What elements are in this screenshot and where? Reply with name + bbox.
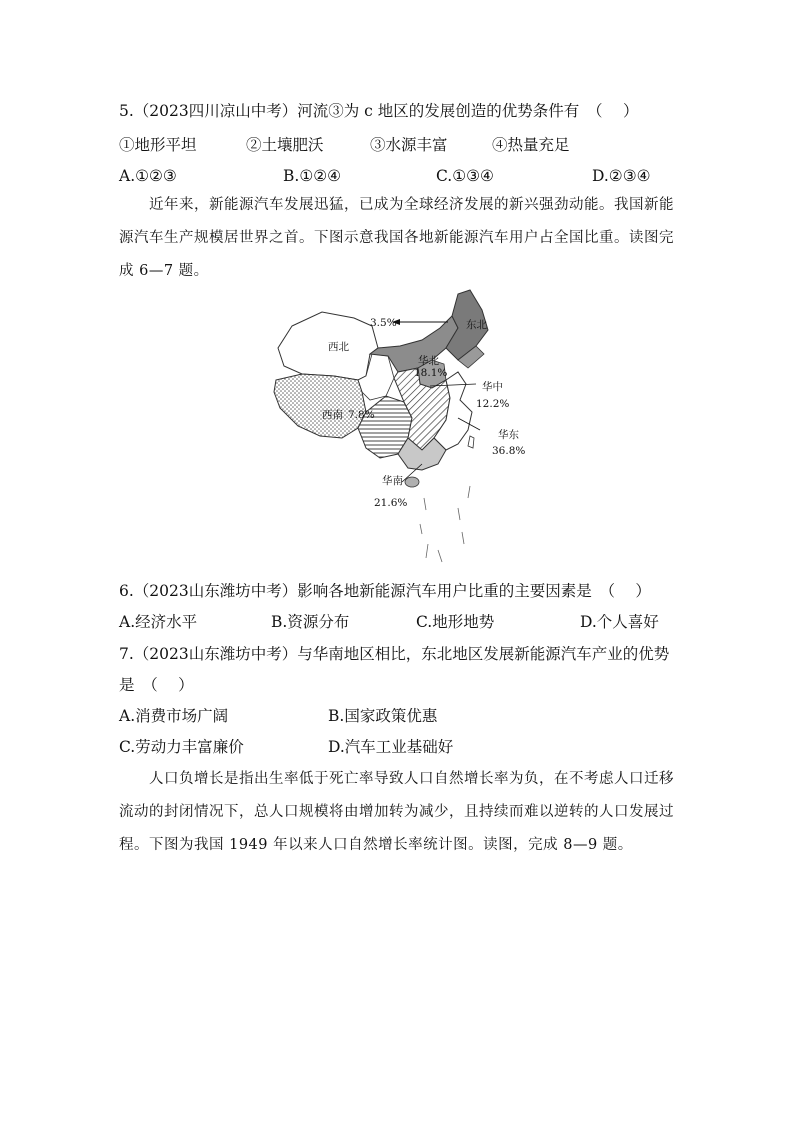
label-central: 华中 bbox=[482, 381, 503, 393]
q7-option-c[interactable]: C.劳动力丰富廉价 bbox=[119, 738, 244, 756]
intro-6-7 bbox=[119, 189, 679, 288]
label-southwest-value: 7.8% bbox=[348, 409, 375, 421]
q6-option-d[interactable]: D.个人喜好 bbox=[580, 613, 659, 631]
intro-8-9 bbox=[119, 763, 679, 862]
label-central-value: 12.2% bbox=[476, 398, 510, 410]
q5-option-b[interactable]: B.①②④ bbox=[283, 167, 342, 185]
q5-option-d[interactable]: D.②③④ bbox=[592, 167, 651, 185]
label-northwest: 西北 bbox=[328, 341, 349, 353]
intro-8-9-text: 人口负增长是指出生率低于死亡率导致人口自然增长率为负，在不考虑人口迁移流动的封闭情况下，总人口规模将由增加转为减少，且持续而难以逆转的人口发展过程。下图为我国 1949 年以来人口自然增长率统计图。读图，完成 8—9 题。 bbox=[119, 771, 674, 853]
q5-condition-1: ①地形平坦 bbox=[119, 136, 197, 154]
china-nev-map bbox=[262, 288, 542, 570]
q5-option-a[interactable]: A.①②③ bbox=[119, 167, 177, 185]
q7-option-a[interactable]: A.消费市场广阔 bbox=[119, 707, 229, 725]
q5-condition-2: ②土壤肥沃 bbox=[246, 136, 324, 154]
q7-option-d[interactable]: D.汽车工业基础好 bbox=[328, 738, 454, 756]
q6-option-c[interactable]: C.地形地势 bbox=[416, 613, 495, 631]
label-east-value: 36.8% bbox=[492, 445, 526, 457]
q6-option-b[interactable]: B.资源分布 bbox=[271, 613, 350, 631]
intro-6-7-text: 近年来，新能源汽车发展迅猛，已成为全球经济发展的新兴强劲动能。我国新能源汽车生产规模居世界之首。下图示意我国各地新能源汽车用户占全国比重。读图完成 6—7 题。 bbox=[119, 197, 674, 279]
label-northeast-value: 3.5% bbox=[370, 317, 397, 329]
q6-option-a[interactable]: A.经济水平 bbox=[119, 613, 198, 631]
q5-stem: 5.（2023四川凉山中考）河流③为 c 地区的发展创造的优势条件有 （ ） bbox=[119, 102, 639, 120]
label-northeast: 东北 bbox=[466, 319, 487, 331]
q5-condition-3: ③水源丰富 bbox=[370, 136, 448, 154]
q7-option-b[interactable]: B.国家政策优惠 bbox=[328, 707, 438, 725]
label-south-value: 21.6% bbox=[374, 497, 408, 509]
label-south: 华南 bbox=[382, 475, 403, 487]
region-southwest-west bbox=[274, 374, 366, 438]
q6-stem: 6.（2023山东潍坊中考）影响各地新能源汽车用户比重的主要因素是 （ ） bbox=[119, 582, 651, 600]
q5-option-c[interactable]: C.①③④ bbox=[436, 167, 494, 185]
label-east: 华东 bbox=[498, 429, 519, 441]
q5-condition-4: ④热量充足 bbox=[492, 136, 570, 154]
label-north: 华北 bbox=[418, 355, 439, 367]
q7-stem-line1: 7.（2023山东潍坊中考）与华南地区相比，东北地区发展新能源汽车产业的优势 bbox=[119, 645, 670, 663]
q7-stem-line2: 是 （ ） bbox=[119, 676, 194, 694]
label-north-value: 18.1% bbox=[414, 367, 448, 379]
south-sea-islands bbox=[420, 486, 470, 562]
label-southwest: 西南 bbox=[322, 409, 343, 421]
